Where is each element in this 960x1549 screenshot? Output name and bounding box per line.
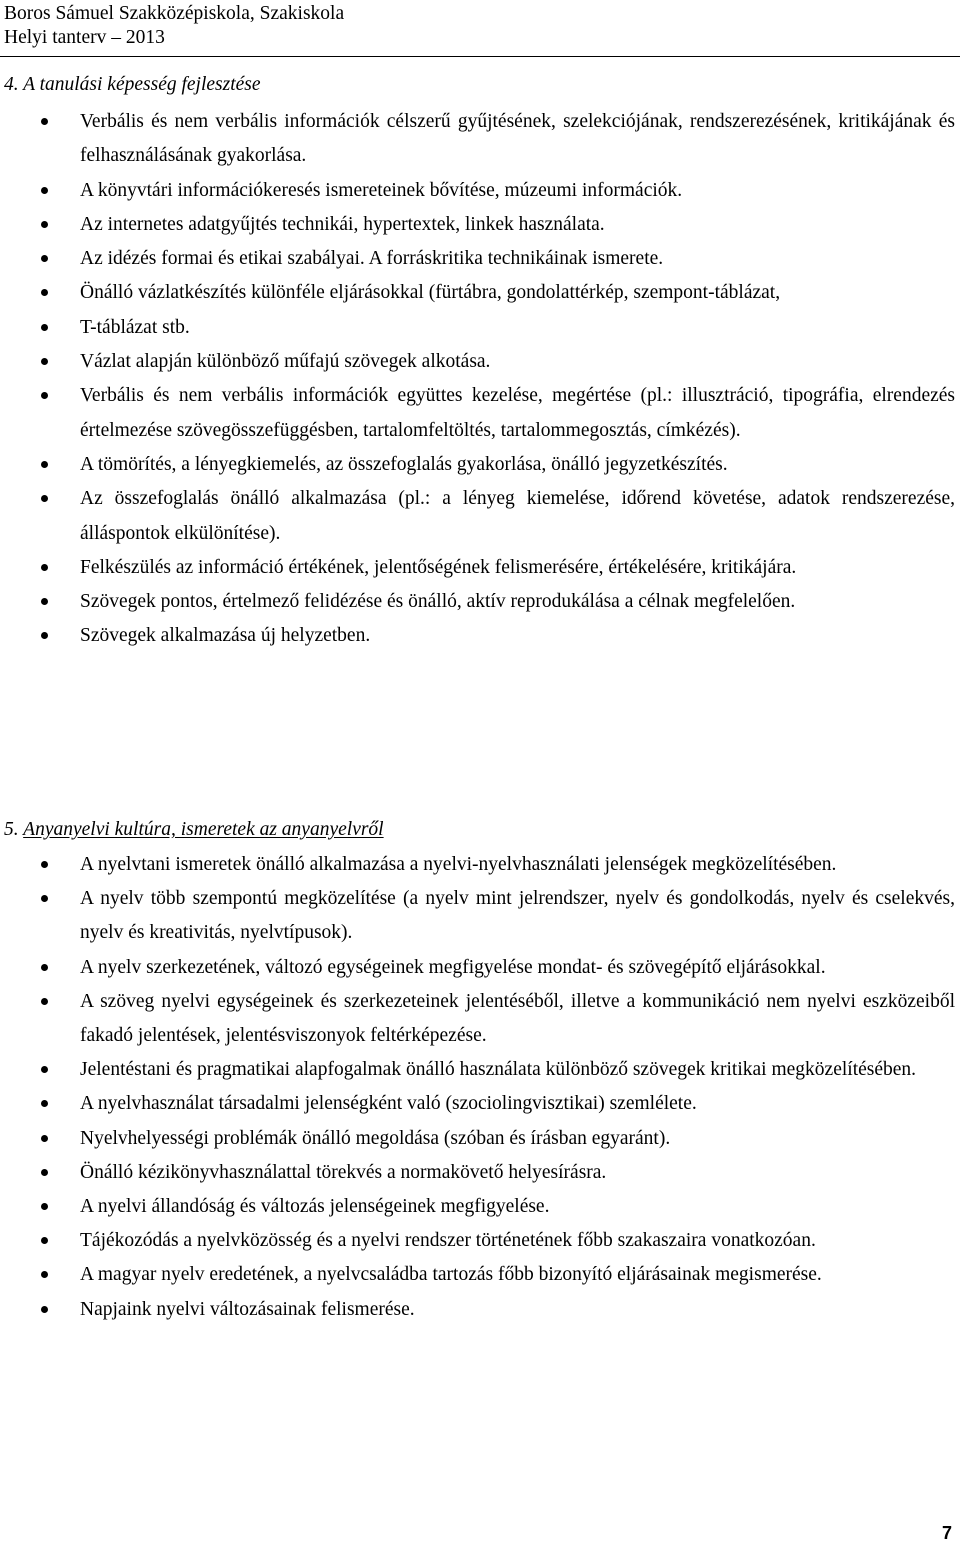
section-4-list <box>0 105 960 654</box>
bullet-icon <box>41 1169 48 1176</box>
section-5-title: Anyanyelvi kultúra, ismeretek az anyanyelvről <box>23 819 384 840</box>
list-item: Nyelvhelyességi problémák önálló megoldása (szóban és írásban egyaránt). <box>0 1122 960 1156</box>
bullet-icon <box>41 1237 48 1244</box>
list-item: Vázlat alapján különböző műfajú szövegek alkotása. <box>0 345 960 379</box>
bullet-icon <box>41 598 48 605</box>
bullet-icon <box>41 392 48 399</box>
section-4-number: 4. <box>4 74 19 95</box>
bullet-icon <box>41 221 48 228</box>
school-name: Boros Sámuel Szakközépiskola, Szakiskola <box>4 3 345 24</box>
list-item: Az internetes adatgyűjtés technikái, hypertextek, linkek használata. <box>0 208 960 242</box>
section-5-number: 5. <box>4 819 19 840</box>
bullet-icon <box>41 564 48 571</box>
bullet-icon <box>41 964 48 971</box>
list-item: Napjaink nyelvi változásainak felismerése. <box>0 1293 960 1327</box>
bullet-icon <box>41 1271 48 1278</box>
bullet-icon <box>41 324 48 331</box>
list-item: A nyelv több szempontú megközelítése (a nyelv mint jelrendszer, nyelv és gondolkodás, nyelv és cselekvés, nyelv és kreativitás, nyelvtípusok). <box>0 882 960 950</box>
list-item: A szöveg nyelvi egységeinek és szerkezeteinek jelentéséből, illetve a kommunikáció nem nyelvi eszközeiből fakadó jelentések, jelentésviszonyok feltérképezése. <box>0 985 960 1053</box>
list-item: Az idézés formai és etikai szabályai. A forráskritika technikáinak ismerete. <box>0 242 960 276</box>
list-item: A nyelvi állandóság és változás jelenségeinek megfigyelése. <box>0 1190 960 1224</box>
list-item: Önálló vázlatkészítés különféle eljárásokkal (fürtábra, gondolattérkép, szempont-táblázat, <box>0 276 960 310</box>
list-item: Az összefoglalás önálló alkalmazása (pl.: a lényeg kiemelése, időrend követése, adatok rendszerezése, álláspontok elkülönítése). <box>0 482 960 551</box>
list-item: A magyar nyelv eredetének, a nyelvcsaládba tartozás főbb bizonyító eljárásainak megismerése. <box>0 1258 960 1292</box>
bullet-icon <box>41 255 48 262</box>
bullet-icon <box>41 861 48 868</box>
bullet-icon <box>41 632 48 639</box>
list-item: Verbális és nem verbális információk együttes kezelése, megértése (pl.: illusztráció, tipográfia, elrendezés értelmezése szövegösszefüggésben, tartalomfeltöltés, tartalommegosztás, címkézés). <box>0 379 960 448</box>
list-item: T-táblázat stb. <box>0 311 960 345</box>
list-item: Felkészülés az információ értékének, jelentőségének felismerésére, értékelésére, kritikájára. <box>0 551 960 585</box>
bullet-icon <box>41 495 48 502</box>
bullet-icon <box>41 358 48 365</box>
bullet-icon <box>41 1066 48 1073</box>
bullet-icon <box>41 895 48 902</box>
section-5-list <box>0 848 960 1327</box>
list-item: Verbális és nem verbális információk célszerű gyűjtésének, szelekciójának, rendszerezésének, kritikájának és felhasználásának gyakorlása. <box>0 105 960 174</box>
list-item: A nyelvtani ismeretek önálló alkalmazása a nyelvi-nyelvhasználati jelenségek megközelítésében. <box>0 848 960 882</box>
bullet-icon <box>41 118 48 125</box>
bullet-icon <box>41 1203 48 1210</box>
list-item: A nyelv szerkezetének, változó egységeinek megfigyelése mondat- és szövegépítő eljárásokkal. <box>0 951 960 985</box>
list-item: Szövegek alkalmazása új helyzetben. <box>0 619 960 653</box>
page-number: 7 <box>942 1523 953 1543</box>
bullet-icon <box>41 187 48 194</box>
bullet-icon <box>41 289 48 296</box>
list-item: A könyvtári információkeresés ismereteinek bővítése, múzeumi információk. <box>0 174 960 208</box>
list-item: Szövegek pontos, értelmező felidézése és önálló, aktív reprodukálása a célnak megfelelően. <box>0 585 960 619</box>
list-item: Önálló kézikönyvhasználattal törekvés a normakövető helyesírásra. <box>0 1156 960 1190</box>
page-header <box>4 2 344 50</box>
bullet-icon <box>41 1100 48 1107</box>
header-divider <box>0 56 960 57</box>
curriculum-label: Helyi tanterv – 2013 <box>4 27 165 48</box>
section-4-title: A tanulási képesség fejlesztése <box>23 74 261 95</box>
list-item: A tömörítés, a lényegkiemelés, az összefoglalás gyakorlása, önálló jegyzetkészítés. <box>0 448 960 482</box>
bullet-icon <box>41 461 48 468</box>
bullet-icon <box>41 998 48 1005</box>
list-item: Jelentéstani és pragmatikai alapfogalmak önálló használata különböző szövegek kritikai megközelítésében. <box>0 1053 960 1087</box>
section-4-heading <box>4 73 261 97</box>
list-item: A nyelvhasználat társadalmi jelenségként való (szociolingvisztikai) szemlélete. <box>0 1087 960 1121</box>
section-5-heading <box>4 818 384 842</box>
bullet-icon <box>41 1306 48 1313</box>
list-item: Tájékozódás a nyelvközösség és a nyelvi rendszer történetének főbb szakaszaira vonatkozóan. <box>0 1224 960 1258</box>
bullet-icon <box>41 1135 48 1142</box>
